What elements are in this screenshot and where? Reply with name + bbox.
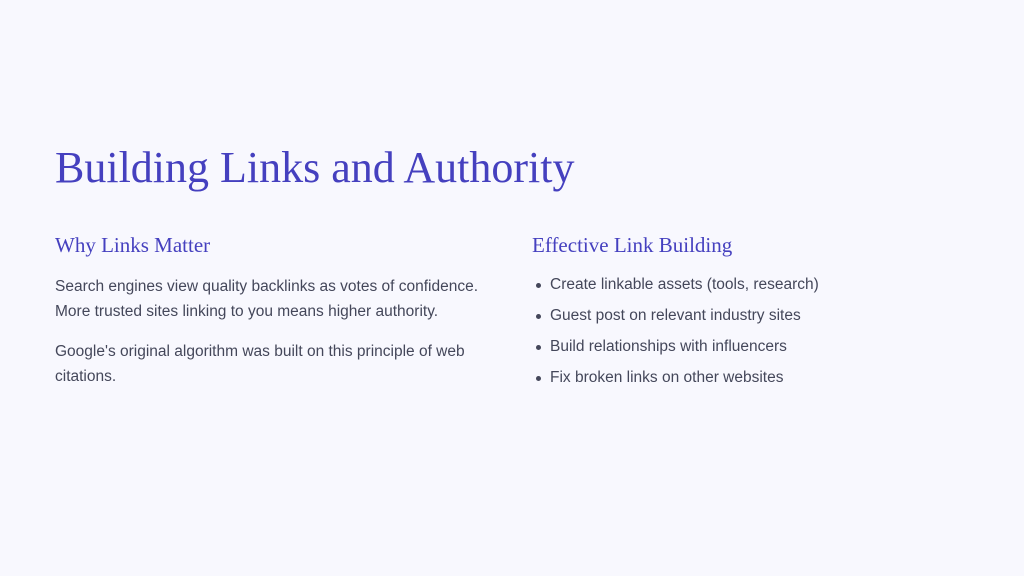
left-column-paragraph: Search engines view quality backlinks as votes of confidence. More trusted sites linking to you means higher authority.	[55, 278, 479, 320]
bullet-item	[532, 272, 952, 297]
bullet-dot-icon	[536, 283, 541, 288]
left-column-heading: Why Links Matter	[55, 233, 211, 257]
bullet-text: Create linkable assets (tools, research)	[550, 276, 819, 293]
slide-title: Building Links and Authority	[55, 143, 575, 192]
bullet-list	[532, 272, 952, 390]
right-column	[532, 230, 952, 396]
bullet-text: Build relationships with influencers	[550, 338, 787, 355]
bullet-dot-icon	[536, 345, 541, 350]
left-column	[55, 230, 500, 389]
bullet-dot-icon	[536, 376, 541, 381]
bullet-item	[532, 334, 952, 359]
bullet-dot-icon	[536, 314, 541, 319]
left-column-paragraph: Google's original algorithm was built on this principle of web citations.	[55, 343, 465, 385]
right-column-heading: Effective Link Building	[532, 233, 733, 257]
bullet-item	[532, 303, 952, 328]
bullet-item	[532, 365, 952, 390]
bullet-text: Fix broken links on other websites	[550, 369, 784, 386]
bullet-text: Guest post on relevant industry sites	[550, 307, 801, 324]
